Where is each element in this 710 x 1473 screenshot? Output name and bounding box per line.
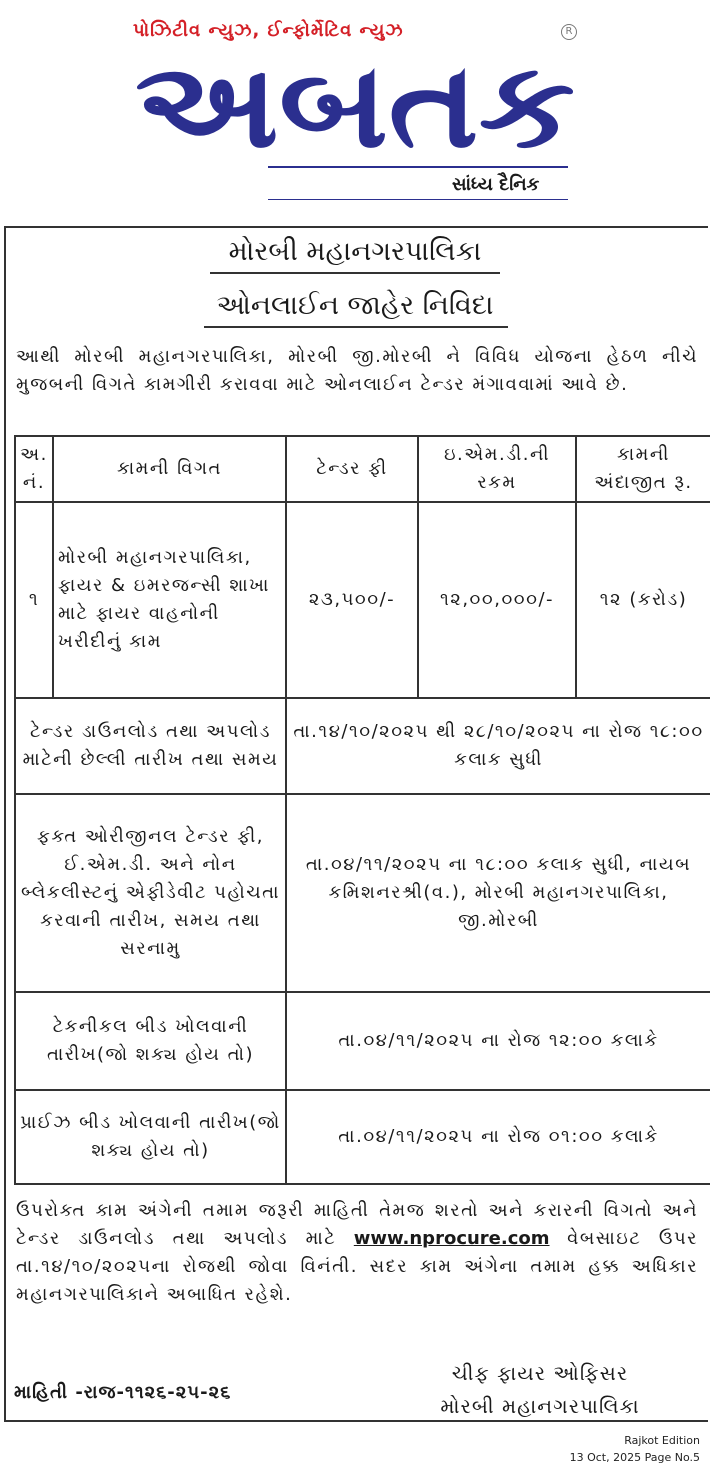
masthead-rule — [268, 199, 568, 200]
table-row — [15, 502, 710, 698]
detail-value: તા.૦૪/૧૧/૨૦૨૫ ના રોજ ૦૧:૦૦ કલાકે — [286, 1090, 710, 1184]
detail-value: તા.૧૪/૧૦/૨૦૨૫ થી ૨૮/૧૦/૨૦૨૫ ના રોજ ૧૮:૦૦ કલાક સુધી — [286, 698, 710, 794]
nprocure-link[interactable]: www.nprocure.com — [353, 1228, 550, 1249]
detail-label: પ્રાઈઝ બીડ ખોલવાની તારીખ(જો શક્ય હોય તો) — [15, 1090, 286, 1184]
notice-subtitle: ઓનલાઈન જાહેર નિવિદા — [216, 290, 494, 321]
info-code: માહિતી -રાજ-૧૧૨૬-૨૫-૨૬ — [14, 1382, 232, 1403]
detail-label: ટેન્ડર ડાઉનલોડ તથા અપલોડ માટેની છેલ્લી તારીખ તથા સમય — [15, 698, 286, 794]
detail-row — [15, 992, 710, 1090]
title-underline — [210, 272, 500, 274]
signatory-title: ચીફ ફાયર ઓફિસર — [451, 1361, 629, 1385]
signatory-org: મોરબી મહાનગરપાલિકા — [440, 1394, 640, 1418]
header-fee: ટેન્ડર ફી — [286, 436, 418, 502]
signatory-block — [424, 1357, 656, 1423]
tender-table — [14, 435, 710, 1185]
intro-paragraph: આથી મોરબી મહાનગરપાલિકા, મોરબી જી.મોરબી ને વિવિધ યોજના હેઠળ નીચે મુજબની વિગતે કામગીરી કરાવવા માટે ઓનલાઈન ટેન્ડર મંગાવવામાં આવે છે. — [16, 346, 698, 395]
closing-paragraph — [16, 1197, 698, 1309]
edition-name: Rajkot Edition — [624, 1434, 700, 1447]
detail-row — [15, 1090, 710, 1184]
row-estimate: ૧૨ (કરોડ) — [576, 502, 710, 698]
brand-logo-text: અબતક — [135, 42, 575, 160]
masthead-subtitle: સાંધ્ય દૈનિક — [452, 174, 540, 195]
detail-value: તા.૦૪/૧૧/૨૦૨૫ ના રોજ ૧૨:૦૦ કલાકે — [286, 992, 710, 1090]
header-serial: અ. નં. — [15, 436, 53, 502]
subtitle-underline — [204, 326, 508, 328]
detail-row — [15, 698, 710, 794]
notice-title: મોરબી મહાનગરપાલિકા — [228, 236, 482, 267]
row-serial: ૧ — [15, 502, 53, 698]
masthead-tagline: પોઝિટીવ ન્યુઝ, ઈન્ફોર્મેટિવ ન્યુઝ — [133, 20, 404, 41]
edition-date-page: 13 Oct, 2025 Page No.5 — [569, 1451, 700, 1464]
row-emd: ૧૨,૦૦,૦૦૦/- — [418, 502, 576, 698]
table-header-row — [15, 436, 710, 502]
header-estimate: કામની અંદાજીત રૂ. — [576, 436, 710, 502]
masthead — [0, 0, 710, 205]
detail-label: ફક્ત ઓરીજીનલ ટેન્ડર ફી, ઈ.એમ.ડી. અને નોન બ્લેકલીસ્ટનું એફીડેવીટ પહોચતા કરવાની તારીખ, સમય તથા સરનામુ — [15, 794, 286, 992]
detail-row — [15, 794, 710, 992]
header-emd: ઇ.એમ.ડી.ની રકમ — [418, 436, 576, 502]
brand-logo — [130, 42, 580, 160]
header-work: કામની વિગત — [53, 436, 286, 502]
registered-mark: R — [561, 24, 577, 40]
detail-label: ટેકનીકલ બીડ ખોલવાની તારીખ(જો શક્ય હોય તો) — [15, 992, 286, 1090]
detail-value: તા.૦૪/૧૧/૨૦૨૫ ના ૧૮:૦૦ કલાક સુધી, નાયબ કમિશનરશ્રી(વ.), મોરબી મહાનગરપાલિકા, જી.મોરબી — [286, 794, 710, 992]
closing-text-before: ઉપરોક્ત કામ અંગેની તમામ જરૂરી માહિતી તેમજ શરતો અને કરારની વિગતો અને ટેન્ડર ડાઉનલોડ તથા અપલોડ માટે — [16, 1200, 698, 1249]
row-fee: ૨૩,૫૦૦/- — [286, 502, 418, 698]
row-work: મોરબી મહાનગરપાલિકા, ફાયર & ઇમરજન્સી શાખા માટે ફાયર વાહનોની ખરીદીનું કામ — [53, 502, 286, 698]
closing-text-after: વેબસાઇટ ઉપર તા.૧૪/૧૦/૨૦૨૫ના રોજથી જોવા વિનંતી. સદર કામ અંગેના તમામ હક્ક અધિકાર મહાનગરપાલિકાને અબાધિત રહેશે. — [16, 1228, 698, 1305]
masthead-underline — [268, 166, 568, 168]
edition-info — [570, 1432, 700, 1466]
